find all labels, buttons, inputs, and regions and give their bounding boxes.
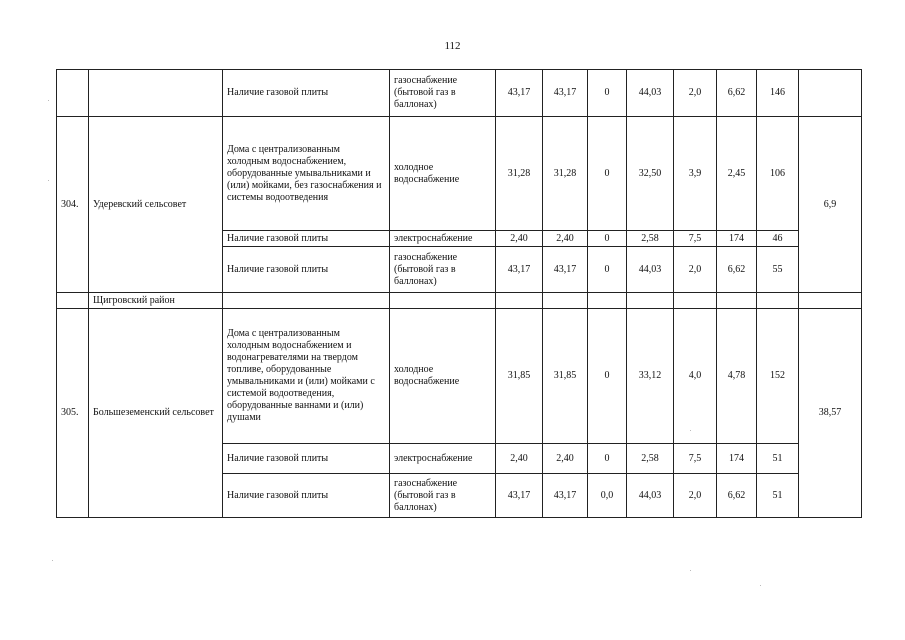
row-number-cell — [57, 70, 89, 117]
value-cell: 2,58 — [627, 231, 674, 247]
service-cell: электроснабжение — [390, 231, 496, 247]
empty-cell — [674, 293, 717, 309]
scan-artifact — [52, 560, 53, 561]
empty-cell — [496, 293, 543, 309]
value-cell: 2,45 — [717, 117, 757, 231]
value-cell: 32,50 — [627, 117, 674, 231]
empty-cell — [717, 293, 757, 309]
value-cell: 44,03 — [627, 70, 674, 117]
value-cell: 31,85 — [543, 309, 588, 444]
house-type-cell: Дома с централизованным холодным водоснабжением и водонагревателями на твердом топливе, оборудованные умывальниками и (или) мойками с системой водоотведения, оборудованные ваннами и (или) душами — [223, 309, 390, 444]
row-number-cell — [57, 293, 89, 309]
district-row — [57, 293, 862, 309]
value-cell: 2,40 — [543, 444, 588, 474]
total-cell: 38,57 — [799, 309, 862, 518]
scan-artifact — [690, 570, 691, 571]
value-cell: 0 — [588, 231, 627, 247]
house-type-cell: Наличие газовой плиты — [223, 444, 390, 474]
total-cell — [799, 70, 862, 117]
value-cell: 174 — [717, 444, 757, 474]
house-type-cell: Наличие газовой плиты — [223, 474, 390, 518]
empty-cell — [543, 293, 588, 309]
value-cell: 146 — [757, 70, 799, 117]
value-cell: 33,12 — [627, 309, 674, 444]
value-cell: 43,17 — [543, 474, 588, 518]
value-cell: 2,0 — [674, 247, 717, 293]
value-cell: 2,58 — [627, 444, 674, 474]
row-number-cell: 304. — [57, 117, 89, 293]
value-cell: 152 — [757, 309, 799, 444]
scan-artifact — [760, 585, 761, 586]
empty-cell — [799, 293, 862, 309]
value-cell: 6,62 — [717, 474, 757, 518]
scan-artifact — [48, 100, 49, 101]
empty-cell — [627, 293, 674, 309]
table-row — [57, 70, 862, 117]
value-cell: 2,40 — [543, 231, 588, 247]
value-cell: 2,40 — [496, 231, 543, 247]
value-cell: 0 — [588, 117, 627, 231]
total-cell: 6,9 — [799, 117, 862, 293]
service-cell: электроснабжение — [390, 444, 496, 474]
value-cell: 44,03 — [627, 247, 674, 293]
value-cell: 174 — [717, 231, 757, 247]
value-cell: 0 — [588, 247, 627, 293]
value-cell: 0 — [588, 309, 627, 444]
value-cell: 31,28 — [543, 117, 588, 231]
service-cell: газоснабжение (бытовой газ в баллонах) — [390, 474, 496, 518]
value-cell: 43,17 — [496, 474, 543, 518]
value-cell: 43,17 — [496, 247, 543, 293]
value-cell: 3,9 — [674, 117, 717, 231]
value-cell: 6,62 — [717, 247, 757, 293]
empty-cell — [390, 293, 496, 309]
page-number: 112 — [444, 40, 461, 52]
house-type-cell: Дома с централизованным холодным водоснабжением, оборудованные умывальниками и (или) мойками, без газоснабжения и системы водоотведения — [223, 117, 390, 231]
value-cell: 43,17 — [543, 70, 588, 117]
value-cell: 6,62 — [717, 70, 757, 117]
value-cell: 43,17 — [496, 70, 543, 117]
value-cell: 43,17 — [543, 247, 588, 293]
house-type-cell: Наличие газовой плиты — [223, 247, 390, 293]
house-type-cell: Наличие газовой плиты — [223, 70, 390, 117]
value-cell: 0,0 — [588, 474, 627, 518]
service-cell: газоснабжение (бытовой газ в баллонах) — [390, 247, 496, 293]
value-cell: 7,5 — [674, 231, 717, 247]
value-cell: 0 — [588, 70, 627, 117]
tariff-table — [56, 69, 862, 518]
value-cell: 2,0 — [674, 70, 717, 117]
value-cell: 2,0 — [674, 474, 717, 518]
value-cell: 31,28 — [496, 117, 543, 231]
service-cell: холодное водоснабжение — [390, 117, 496, 231]
empty-cell — [588, 293, 627, 309]
settlement-name-cell: Большеземенский сельсовет — [89, 309, 223, 518]
value-cell: 0 — [588, 444, 627, 474]
value-cell: 7,5 — [674, 444, 717, 474]
scan-artifact — [48, 180, 49, 181]
row-number-cell: 305. — [57, 309, 89, 518]
district-name-cell: Щигровский район — [89, 293, 223, 309]
value-cell: 4,0 — [674, 309, 717, 444]
value-cell: 106 — [757, 117, 799, 231]
empty-cell — [757, 293, 799, 309]
service-cell: холодное водоснабжение — [390, 309, 496, 444]
value-cell: 4,78 — [717, 309, 757, 444]
settlement-cell — [89, 70, 223, 117]
scan-artifact — [690, 430, 691, 431]
empty-cell — [223, 293, 390, 309]
table-row — [57, 117, 862, 231]
value-cell: 2,40 — [496, 444, 543, 474]
settlement-name-cell: Удеревский сельсовет — [89, 117, 223, 293]
house-type-cell: Наличие газовой плиты — [223, 231, 390, 247]
value-cell: 44,03 — [627, 474, 674, 518]
value-cell: 51 — [757, 474, 799, 518]
value-cell: 31,85 — [496, 309, 543, 444]
value-cell: 55 — [757, 247, 799, 293]
table-row — [57, 309, 862, 444]
value-cell: 51 — [757, 444, 799, 474]
service-cell: газоснабжение (бытовой газ в баллонах) — [390, 70, 496, 117]
value-cell: 46 — [757, 231, 799, 247]
